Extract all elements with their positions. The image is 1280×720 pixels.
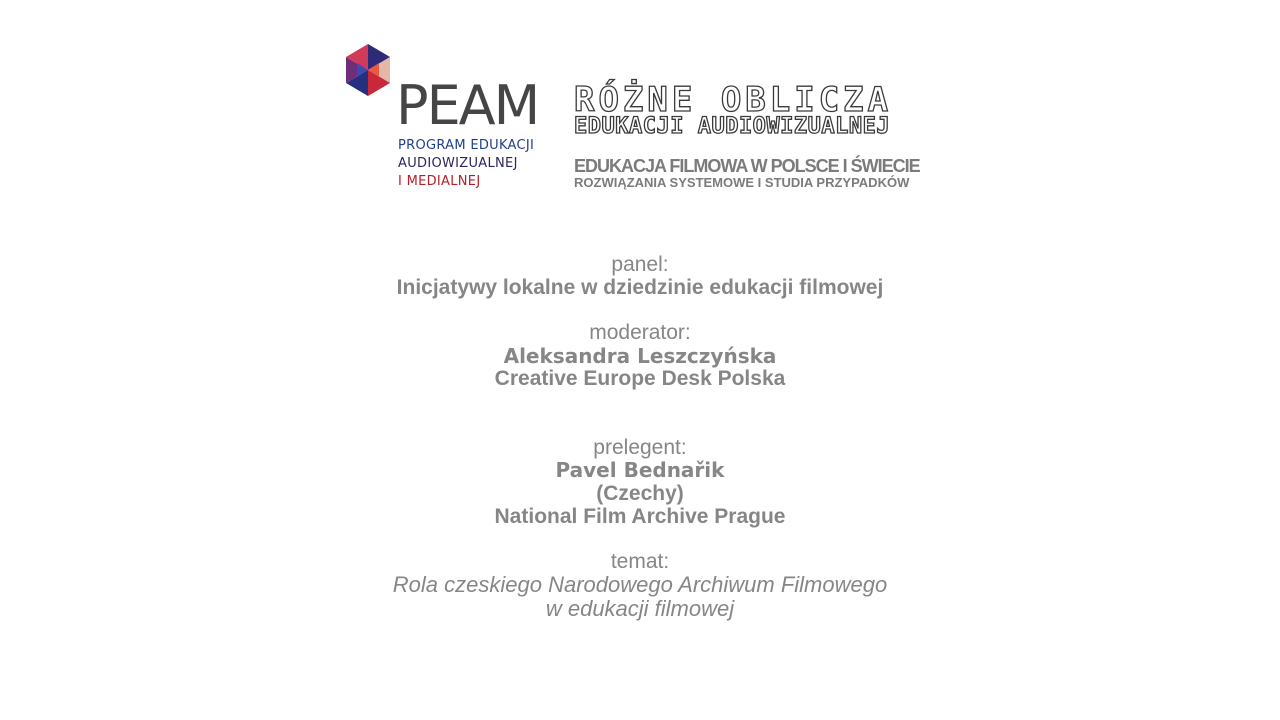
peam-logo-icon — [345, 44, 391, 96]
panel-title: Inicjatywy lokalne w dziedzinie edukacji filmowej — [396, 276, 884, 299]
event-subtitle: ROZWIĄZANIA SYSTEMOWE I STUDIA PRZYPADKÓW — [574, 175, 910, 190]
peam-logo-line-2: AUDIOWIZUALNEJ — [398, 156, 518, 171]
event-series-title: RÓŻNE OBLICZA — [574, 80, 893, 120]
speaker-org: National Film Archive Prague — [494, 505, 786, 528]
panel-label: panel: — [611, 253, 669, 276]
speaker-country: (Czechy) — [596, 482, 684, 505]
moderator-name: Aleksandra Leszczyńska — [503, 344, 777, 368]
header — [0, 0, 1280, 200]
moderator-label: moderator: — [589, 321, 691, 344]
speaker-label: prelegent: — [593, 436, 687, 459]
peam-logo-line-1: PROGRAM EDUKACJI — [398, 138, 535, 153]
peam-logo-text: PEAM — [396, 74, 539, 137]
topic-line-2: w edukacji filmowej — [545, 596, 735, 621]
event-series-subtitle: EDUKACJI AUDIOWIZUALNEJ — [574, 114, 891, 139]
event-title: EDUKACJA FILMOWA W POLSCE I ŚWIECIE — [574, 156, 920, 176]
topic-line-1: Rola czeskiego Narodowego Archiwum Filmowego — [392, 572, 888, 597]
peam-logo-line-3: I MEDIALNEJ — [398, 174, 481, 189]
topic-label: temat: — [610, 550, 670, 573]
moderator-org: Creative Europe Desk Polska — [494, 367, 786, 390]
speaker-name: Pavel Bednařik — [555, 458, 725, 482]
